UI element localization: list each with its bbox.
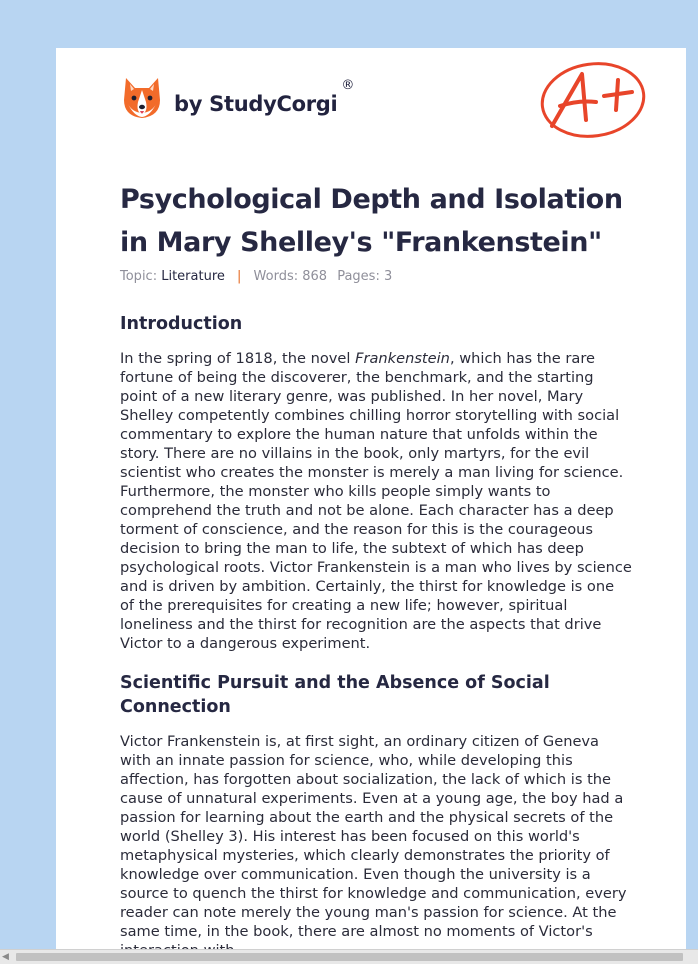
book-title-emphasis: Frankenstein — [355, 350, 450, 367]
corgi-logo-icon — [122, 76, 162, 120]
document-page — [56, 48, 686, 964]
section-heading-introduction: Introduction — [120, 314, 243, 334]
scrollbar-thumb[interactable] — [16, 953, 683, 961]
registered-mark: ® — [341, 77, 355, 93]
brand-name: by StudyCorgi — [174, 92, 338, 116]
topic-label: Topic: — [120, 269, 158, 284]
meta-separator: | — [237, 269, 242, 284]
topic-link[interactable]: Literature — [161, 269, 225, 284]
paragraph-text: In the spring of 1818, the novel — [120, 350, 356, 367]
brand-header[interactable] — [122, 76, 354, 120]
grade-text: A+ — [593, 104, 595, 105]
scroll-left-arrow-icon[interactable]: ◀ — [2, 952, 9, 962]
word-count: Words: 868 — [253, 269, 328, 284]
article-meta — [120, 269, 392, 284]
grade-a-plus-icon — [538, 60, 648, 142]
section-heading-scientific-pursuit: Scientific Pursuit and the Absence of Social Connection — [120, 673, 550, 717]
page-title: Psychological Depth and Isolation in Mary Shelley's "Frankenstein" — [120, 184, 623, 258]
section-paragraph-scientific-pursuit: Victor Frankenstein is, at first sight, an ordinary citizen of Geneva with an innate passion for science, who, while developing this affection, has forgotten about socialization, the lack of which is the cause of unnatural experiments. Even at a young age, the boy had a passion for learning about the earth and the physical secrets of the world (Shelley 3). His interest has been focused on this world's metaphysical mysteries, which clearly demonstrates the priority of knowledge over communication. Even though the university is a source to quench the thirst for knowledge and communication, every reader can note merely the young man's passion for science. At the same time, in the book, there are almost no moments of Victor's — [120, 733, 627, 940]
page-count: Pages: 3 — [337, 269, 393, 284]
paragraph-text: , which has the rare fortune of being the discoverer, the benchmark, and the starting point of a new literary genre, was published. In her novel, Mary Shelley competently combines chilling horror storytelling with social commentary to explore the human nature that unfolds within the story. There are no villains in the book, only martyrs, for the evil scientist who creates the monster is merely a man living for science. Furthermore, the monster who kills people simply wants to comprehend the truth and not be alone. Each character has a deep torment of conscience, and the reason for this is the courageous decision to bring the man to life, the subtext of which has deep psychological roots. Victor Frankenstein is a man who lives by science and is driven by ambition. Certainly, the thirst for knowledge is one of the prerequisites for creating a new life; however, spiritual loneliness and the thirst for recognition are the aspects that drive Victor to a dangerous experiment. — [120, 350, 632, 652]
section-paragraph-introduction — [120, 349, 632, 653]
horizontal-scrollbar[interactable] — [0, 949, 698, 964]
